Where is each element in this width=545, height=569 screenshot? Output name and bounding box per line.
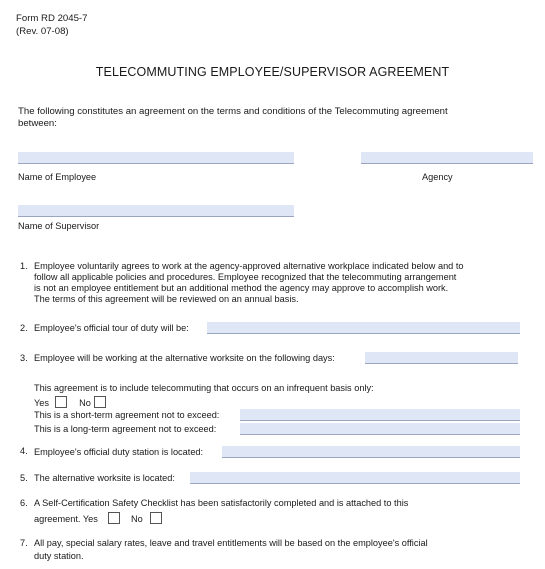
intro-line-1: The following constitutes an agreement on the terms and conditions of the Telecommuting agreement: [18, 106, 448, 117]
item-6-line-2: [34, 512, 162, 524]
item-7-line-1: All pay, special salary rates, leave and travel entitlements will be based on the employee's official: [34, 538, 428, 548]
infrequent-yes-label: Yes: [34, 398, 49, 408]
item-5-number: 5.: [20, 473, 28, 483]
supervisor-name-field[interactable]: [18, 205, 294, 217]
page-title: TELECOMMUTING EMPLOYEE/SUPERVISOR AGREEMENT: [95, 65, 450, 79]
infrequent-no-checkbox[interactable]: [94, 396, 106, 408]
agency-label: Agency: [422, 172, 453, 182]
safety-no-label: No: [131, 514, 143, 524]
duty-station-field[interactable]: [222, 446, 520, 458]
item-1-line-2: follow all applicable policies and procedures. Employee recognized that the telecommuting arrangement: [34, 272, 457, 282]
form-number: Form RD 2045-7: [16, 13, 88, 24]
item-1-number: 1.: [20, 261, 28, 271]
alternative-worksite-field[interactable]: [190, 472, 520, 484]
safety-no-checkbox[interactable]: [150, 512, 162, 524]
item-7-number: 7.: [20, 538, 28, 548]
safety-yes-checkbox[interactable]: [108, 512, 120, 524]
item-4-text: Employee's official duty station is located:: [34, 447, 204, 457]
infrequent-text: This agreement is to include telecommuting that occurs on an infrequent basis only:: [34, 383, 374, 393]
long-term-text: This is a long-term agreement not to exceed:: [34, 424, 217, 434]
infrequent-no-label: No: [79, 398, 91, 408]
safety-yes-label: Yes: [82, 514, 98, 524]
item-1-line-4: The terms of this agreement will be reviewed on an annual basis.: [34, 294, 299, 304]
supervisor-name-label: Name of Supervisor: [18, 221, 100, 231]
short-term-field[interactable]: [240, 409, 520, 421]
infrequent-options: [34, 396, 106, 408]
short-term-text: This is a short-term agreement not to exceed:: [34, 410, 220, 420]
item-5-text: The alternative worksite is located:: [34, 473, 175, 483]
item-6-agreement-word: agreement.: [34, 514, 81, 524]
form-revision: (Rev. 07-08): [16, 26, 69, 37]
employee-name-label: Name of Employee: [18, 172, 97, 182]
item-3-number: 3.: [20, 353, 28, 363]
item-1-line-1: Employee voluntarily agrees to work at the agency-approved alternative workplace indicated below and to: [34, 261, 464, 271]
item-2-text: Employee's official tour of duty will be:: [34, 323, 189, 333]
item-3-text: Employee will be working at the alternative worksite on the following days:: [34, 353, 335, 363]
agency-field[interactable]: [361, 152, 533, 164]
employee-name-field[interactable]: [18, 152, 294, 164]
item-7-line-2: duty station.: [34, 551, 84, 561]
infrequent-yes-checkbox[interactable]: [55, 396, 67, 408]
tour-of-duty-field[interactable]: [207, 322, 520, 334]
worksite-days-field[interactable]: [365, 352, 518, 364]
long-term-field[interactable]: [240, 423, 520, 435]
item-6-number: 6.: [20, 498, 28, 508]
item-2-number: 2.: [20, 323, 28, 333]
item-1-line-3: is not an employee entitlement but an additional method the agency may approve to accomplish work.: [34, 283, 449, 293]
intro-line-2: between:: [18, 118, 57, 129]
item-6-line-1: A Self-Certification Safety Checklist has been satisfactorily completed and is attached to this: [34, 498, 409, 508]
item-4-number: 4.: [20, 446, 28, 456]
